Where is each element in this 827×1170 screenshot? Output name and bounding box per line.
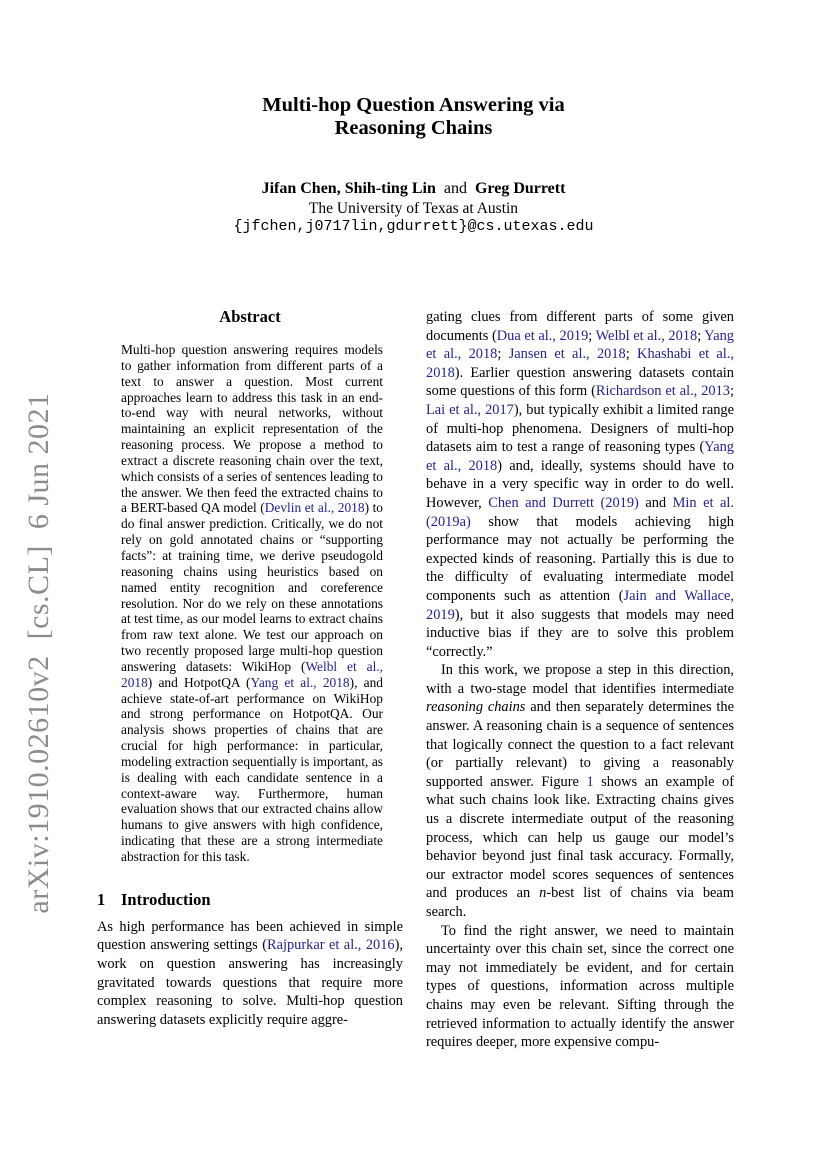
arxiv-watermark: arXiv:1910.02610v2 [cs.CL] 6 Jun 2021 xyxy=(22,392,55,914)
citation-link[interactable]: Chen and Durrett (2019) xyxy=(488,494,639,511)
citation-link[interactable]: Jain and Wallace, 2019 xyxy=(426,587,734,623)
citation-link[interactable]: Richardson et al., 2013 xyxy=(595,383,730,400)
paper-title-line1: Multi-hop Question Answering via xyxy=(262,94,565,116)
citation-link[interactable]: Lai et al., 2017 xyxy=(426,401,514,418)
citation-link[interactable]: Welbl et al., 2018 xyxy=(121,658,384,690)
email-line: {jfchen,j0717lin,gdurrett}@cs.utexas.edu xyxy=(233,218,594,235)
citation-link[interactable]: Yang et al., 2018 xyxy=(250,674,350,690)
section-1-number: 1 xyxy=(97,889,106,909)
authors-line: Jifan Chen, Shih-ting Lin and Greg Durrett xyxy=(261,180,566,197)
citation-link[interactable]: Dua et al., 2019 xyxy=(496,327,589,344)
citation-link[interactable]: Rajpurkar et al., 2016 xyxy=(267,937,395,954)
intro-paragraph-3: To find the right answer, we need to maintain uncertainty over this chain set, since the correct one may not immediately be evident, and for certain types of questions, information across multiple chains may even be relevant. Sifting through the retrieved information to actually identify the answer requires deeper, more expensive compu- xyxy=(426,922,734,1051)
paper-title xyxy=(0,94,827,140)
affiliation: The University of Texas at Austin xyxy=(308,200,519,217)
citation-link[interactable]: Welbl et al., 2018 xyxy=(595,327,698,344)
intro-paragraph-1: As high performance has been achieved in simple question answering settings (Rajpurkar et al., 2016), work on question answering has increasingly gravitated towards questions that require more complex reasoning to solve. Multi-hop question answering datasets explicitly require aggre- xyxy=(97,918,403,1028)
right-column xyxy=(426,308,734,1052)
section-1-title: Introduction xyxy=(121,889,211,909)
abstract-heading: Abstract xyxy=(219,307,281,326)
section-1-heading xyxy=(97,890,403,910)
citation-link[interactable]: Yang et al., 2018 xyxy=(426,327,734,363)
citation-link[interactable]: Jansen et al., 2018 xyxy=(508,346,626,363)
intro-paragraph-1-continued: gating clues from different parts of some given documents (Dua et al., 2019; Welbl et al., 2018; Yang et al., 2018; Jansen et al., 2018; Khashabi et al., 2018). Earlier question answering datasets contain some questions of this form (Richardson et al., 2013; Lai et al., 2017), but typically exhibit a limited range of multi-hop phenomena. Designers of multi-hop datasets aim to test a range of reasoning types (Yang et al., 2018) and, ideally, systems should have to behave in a very specific way in order to do well. However, Chen and Durrett (2019) and Min et al. (2019a) show that models achieving high performance may not actually be performing the expected kinds of reasoning. Partially this is due to the difficulty of evaluating intermediate model components such as attention (Jain and Wallace, 2019), but it also suggests that models may need inductive bias if they are to solve this problem “correctly.” xyxy=(426,309,734,660)
citation-link[interactable]: Devlin et al., 2018 xyxy=(264,500,365,516)
figure-1-ref-link[interactable]: 1 xyxy=(586,773,594,790)
citation-link[interactable]: Yang et al., 2018 xyxy=(426,439,734,474)
citation-link[interactable]: Khashabi et al., 2018 xyxy=(426,346,734,381)
intro-paragraph-2: In this work, we propose a step in this direction, with a two-stage model that identifies intermediate reasoning chains and then separately determines the answer. A reasoning chain is a sequence of sentences that logically connect the question to a fact relevant (or partially relevant) to giving a reasonably supported answer. Figure 1 shows an example of what such chains look like. Extracting chains gives us a discrete intermediate output of the reasoning process, which can help us gauge our model’s behavior beyond just final task accuracy. Formally, our extractor model scores sequences of sentences and produces an n-best list of chains via beam search. xyxy=(426,662,734,920)
left-column xyxy=(97,305,403,1029)
abstract-text: Multi-hop question answering requires models to gather information from different parts of a text to answer a question. Most current approaches learn to address this task in an end-to-end way with neural networks, without maintaining an explicit representation of the reasoning process. We propose a method to extract a discrete reasoning chain over the text, which consists of a series of sentences leading to the answer. We then feed the extracted chains to a BERT-based QA model (Devlin et al., 2018) to do final answer prediction. Critically, we do not rely on gold annotated chains or “supporting facts”: at training time, we derive pseudogold reasoning chains using heuristics based on named entity recognition and coreference resolution. Nor do we rely on these annotations at test time, as our model learns to extract chains from raw text alone. We test our approach on two recently proposed large multi-hop question answering datasets: WikiHop (Welbl et al., 2018) and HotpotQA (Yang et al., 2018), and achieve state-of-art performance on WikiHop and strong performance on HotpotQA. Our analysis shows properties of chains that are crucial for high performance: in particular, modeling extraction sequentially is important, as is dealing with each candidate sentence in a context-aware way. Furthermore, human evaluation shows that our extracted chains allow humans to give answers with high confidence, indicating that these are a strong intermediate abstraction for this task. xyxy=(121,342,384,864)
paper-title-line2: Reasoning Chains xyxy=(334,117,493,139)
citation-link[interactable]: Min et al. (2019a) xyxy=(426,494,734,530)
